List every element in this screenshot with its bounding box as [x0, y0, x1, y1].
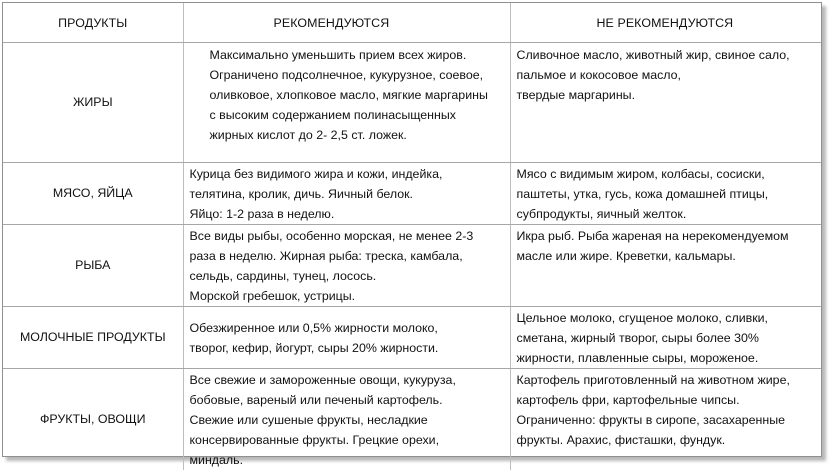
not-recommended-line: субпродукты, яичный желток.	[516, 206, 687, 221]
recommended-cell	[183, 306, 510, 368]
recommended-line: Ограничено подсолнечное, кукурузное, соевое,	[209, 67, 484, 82]
not-recommended-line: Сливочное масло, животный жир, свиное сало,	[516, 47, 790, 62]
category-cell: МЯСО, ЯЙЦА	[3, 162, 183, 224]
table-row-meat-eggs	[3, 162, 821, 224]
recommended-line: сельдь, сардины, тунец, лосось.	[189, 268, 377, 283]
table-row-fish	[3, 224, 821, 306]
recommended-cell	[183, 224, 510, 306]
not-recommended-line: картофель фри, картофельные чипсы.	[516, 392, 740, 407]
recommended-line: Свежие или сушеные фрукты, несладкие	[189, 412, 428, 427]
not-recommended-line: твердые маргарины.	[516, 87, 636, 102]
not-recommended-cell	[510, 162, 821, 224]
not-recommended-cell	[510, 224, 821, 306]
recommended-line: оливковое, хлопковое масло, мягкие маргарины	[209, 87, 488, 102]
header-recommended: РЕКОМЕНДУЮТСЯ	[183, 3, 510, 42]
recommended-line: творог, кефир, йогурт, сыры 20% жирности.	[189, 340, 439, 355]
category-cell: МОЛОЧНЫЕ ПРОДУКТЫ	[3, 306, 183, 368]
recommended-line: жирных кислот до 2- 2,5 ст. ложек.	[209, 127, 407, 142]
diet-recommendations-table	[3, 3, 821, 470]
recommended-cell	[183, 162, 510, 224]
not-recommended-line: пальмое и кокосовое масло,	[516, 67, 681, 82]
not-recommended-cell	[510, 42, 821, 162]
recommended-line: миндаль.	[189, 452, 244, 467]
table-row-fruits-vegetables	[3, 368, 821, 470]
not-recommended-line: масле или жире. Креветки, кальмары.	[516, 248, 736, 263]
table-row-fats	[3, 42, 821, 162]
recommended-line: Все виды рыбы, особенно морская, не менее 2-3	[189, 228, 474, 243]
not-recommended-line: сметана, жирный творог, сыры более 30%	[516, 330, 759, 345]
not-recommended-line: Картофель приготовленный на животном жире,	[516, 372, 790, 387]
recommended-line: раза в неделю. Жирная рыба: треска, камбала,	[189, 248, 463, 263]
category-cell: ЖИРЫ	[3, 42, 183, 162]
not-recommended-line: паштеты, утка, гусь, кожа домашней птицы,	[516, 186, 769, 201]
not-recommended-line: Икра рыб. Рыба жареная на нерекомендуемом	[516, 228, 789, 243]
recommended-line: Все свежие и замороженные овощи, кукуруза,	[189, 372, 456, 387]
recommended-line: Курица без видимого жира и кожи, индейка,	[189, 166, 443, 181]
recommended-line: Обезжиренное или 0,5% жирности молоко,	[189, 320, 438, 335]
recommended-line: консервированные фрукты. Грецкие орехи,	[189, 432, 440, 447]
header-products: ПРОДУКТЫ	[3, 3, 183, 42]
not-recommended-line: Цельное молоко, сгущеное молоко, сливки,	[516, 310, 769, 325]
recommended-cell	[183, 42, 510, 162]
not-recommended-line: фрукты. Арахис, фисташки, фундук.	[516, 432, 726, 447]
category-cell: ФРУКТЫ, ОВОЩИ	[3, 368, 183, 470]
header-not-recommended: НЕ РЕКОМЕНДУЮТСЯ	[510, 3, 821, 42]
recommended-line: бобовые, вареный или печеный картофель.	[189, 392, 443, 407]
not-recommended-line: жирности, плавленные сыры, мороженое.	[516, 350, 759, 365]
not-recommended-cell	[510, 368, 821, 470]
diet-table-frame	[2, 2, 822, 467]
not-recommended-line: Мясо с видимым жиром, колбасы, сосиски,	[516, 166, 765, 181]
recommended-line: Яйцо: 1-2 раза в неделю.	[189, 206, 335, 221]
recommended-cell	[183, 368, 510, 470]
category-cell: РЫБА	[3, 224, 183, 306]
recommended-line: Морской гребешок, устрицы.	[189, 288, 356, 303]
recommended-line: телятина, кролик, дичь. Яичный белок.	[189, 186, 414, 201]
not-recommended-line: Ограниченно: фрукты в сиропе, засахаренные	[516, 412, 786, 427]
recommended-line: с высоким содержанием полинасыщенных	[209, 107, 456, 122]
not-recommended-cell	[510, 306, 821, 368]
table-header-row	[3, 3, 821, 42]
recommended-line: Максимально уменьшить прием всех жиров.	[209, 47, 467, 62]
table-row-dairy	[3, 306, 821, 368]
